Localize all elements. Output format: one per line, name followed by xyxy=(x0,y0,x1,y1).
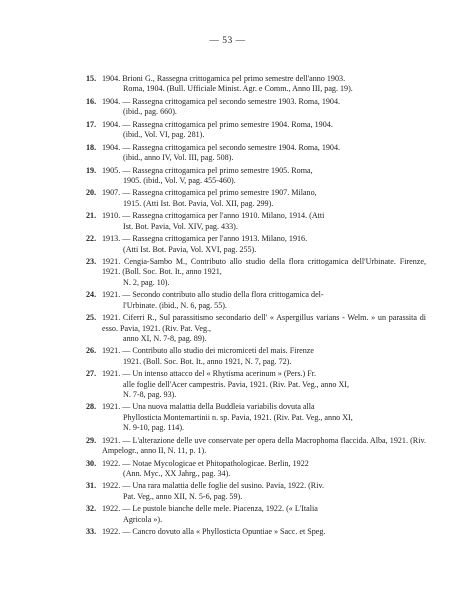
bibliography-entry xyxy=(86,234,426,255)
entry-text xyxy=(102,120,426,141)
entry-number: 24. xyxy=(86,290,97,300)
entry-line: l'Urbinate. (ibid., N. 6, pag. 55). xyxy=(123,300,227,310)
entry-text xyxy=(102,143,426,164)
entry-line: 1904. Brioni G., Rassegna crittogamica pel primo semestre dell'anno 1903. xyxy=(102,74,346,83)
entry-number: 28. xyxy=(86,402,97,412)
bibliography-entry xyxy=(86,143,426,164)
entry-number: 25. xyxy=(86,313,97,323)
entry-line: 1904. — Rassegna crittogamica pel secondo semestre 1904. Roma, 1904. xyxy=(102,142,341,152)
bibliography-entry xyxy=(86,211,426,232)
entry-text xyxy=(102,188,426,209)
entry-line: 1921. Cengia-Sambo M., Contributo allo studio della flora crittogamica dell'Urbinate. Firenze, 1921. (Boll. Soc. Bot. It., anno 1921, xyxy=(102,257,426,277)
entry-number: 27. xyxy=(86,369,97,379)
entry-text xyxy=(102,97,426,118)
entry-text xyxy=(102,504,426,525)
entry-line: (Atti Ist. Bot. Pavia, Vol. XVI, pag. 255). xyxy=(123,244,257,254)
page-number: — 53 — xyxy=(209,36,246,46)
entry-number: 30. xyxy=(86,458,97,468)
bibliography-entry xyxy=(86,290,426,311)
entry-text xyxy=(102,257,426,288)
entry-line: Pat. Veg., anno XII, N. 5-6, pag. 59). xyxy=(123,491,243,501)
entry-text xyxy=(102,313,426,344)
bibliography-entry xyxy=(86,346,426,367)
bibliography-entry xyxy=(86,120,426,141)
entry-line: N. 2, pag. 10). xyxy=(123,277,170,287)
entry-number: 21. xyxy=(86,211,97,221)
bibliography-entry xyxy=(86,188,426,209)
entry-number: 26. xyxy=(86,346,97,356)
entry-number: 23. xyxy=(86,257,97,267)
entry-number: 20. xyxy=(86,188,97,198)
entry-text xyxy=(102,166,426,187)
entry-line: (ibid., anno IV, Vol. III, pag. 508). xyxy=(123,152,234,162)
entry-line: 1922. — Notae Mycologicae et Phitopathologicae. Berlin, 1922 xyxy=(102,458,309,468)
entry-text xyxy=(102,74,426,95)
bibliography-entry xyxy=(86,527,426,537)
entry-line: N. 9-10, pag. 114). xyxy=(123,423,185,433)
entry-line: 1905. — Rassegna crittogamica pel primo semestre 1905. Roma, xyxy=(102,165,313,175)
entry-line: 1921. — Contributo allo studio dei micromiceti del mais. Firenze xyxy=(102,346,314,356)
entry-text xyxy=(102,459,426,480)
entry-text xyxy=(102,234,426,255)
entry-text xyxy=(102,346,426,367)
bibliography-entry xyxy=(86,97,426,118)
bibliography-entry xyxy=(86,436,426,457)
entry-number: 18. xyxy=(86,142,97,152)
entry-line: 1913. — Rassegna crittogamica per l'anno 1913. Milano, 1916. xyxy=(102,234,308,244)
entry-line: 1915. (Atti Ist. Bot. Pavia, Vol. XII, pag. 299). xyxy=(123,198,274,208)
bibliography-list xyxy=(86,74,426,540)
entry-text xyxy=(102,369,426,400)
entry-line: Phyllosticta Montemartinii n. sp. Pavia, 1921. (Riv. Pat. Veg., anno XI, xyxy=(123,412,353,422)
entry-number: 32. xyxy=(86,504,97,514)
entry-line: (ibid., Vol. VI, pag. 281). xyxy=(123,130,205,140)
entry-line: 1921. — Una nuova malattia della Buddleia variabilis dovuta alla xyxy=(102,402,315,412)
entry-line: 1910. — Rassegna crittogamica per l'anno 1910. Milano, 1914. (Atti xyxy=(102,211,325,221)
entry-line: N. 7-8, pag. 93). xyxy=(123,389,177,399)
entry-line: 1904. — Rassegna crittogamica pel secondo semestre 1903. Roma, 1904. xyxy=(102,96,341,106)
entry-text xyxy=(102,527,426,537)
entry-number: 22. xyxy=(86,234,97,244)
entry-number: 15. xyxy=(86,74,97,83)
bibliography-entry xyxy=(86,74,426,95)
entry-line: 1922. — Le pustole bianche delle mele. Piacenza, 1922. (« L'Italia xyxy=(102,504,318,514)
entry-line: 1921. — Un intenso attacco del « Rhytisma acerinum » (Pers.) Fr. xyxy=(102,369,316,379)
bibliography-entry xyxy=(86,257,426,288)
entry-line: 1921. — L'alterazione delle uve conservate per opera della Macrophoma flaccida. Alba, 1921. (Riv. Ampelogr., anno II, N. 11, p. 1). xyxy=(102,435,426,455)
entry-line: Roma, 1904. (Bull. Ufficiale Minist. Agr. e Comm., Anno III, pag. 19). xyxy=(123,84,353,94)
bibliography-entry xyxy=(86,166,426,187)
entry-line: anno XI, N. 7-8, pag. 89). xyxy=(123,333,207,343)
entry-text xyxy=(102,436,426,457)
entry-text xyxy=(102,481,426,502)
entry-number: 33. xyxy=(86,527,97,537)
bibliography-entry xyxy=(86,402,426,433)
entry-line: 1921. (Boll. Soc. Bot. It., anno 1921, N. 7, pag. 72). xyxy=(123,356,292,366)
entry-line: (Ann. Myc., XX Jahrg., pag. 34). xyxy=(123,468,231,478)
entry-line: 1921. — Secondo contributo allo studio della flora crittogamica del- xyxy=(102,290,324,300)
bibliography-entry xyxy=(86,481,426,502)
entry-number: 19. xyxy=(86,165,97,175)
entry-line: Ist. Bot. Pavia, Vol. XIV, pag. 433). xyxy=(123,221,238,231)
entry-line: 1907. — Rassegna crittogamica pel primo semestre 1907. Milano, xyxy=(102,188,317,198)
bibliography-entry xyxy=(86,504,426,525)
bibliography-entry xyxy=(86,459,426,480)
entry-number: 29. xyxy=(86,435,97,445)
entry-number: 31. xyxy=(86,481,97,491)
bibliography-entry xyxy=(86,313,426,344)
entry-line: alle foglie dell'Acer campestris. Pavia, 1921. (Riv. Pat. Veg., anno XI, xyxy=(123,379,350,389)
entry-line: Agricola »). xyxy=(123,514,163,524)
entry-text xyxy=(102,211,426,232)
entry-line: 1922. — Una rara malattia delle foglie del susino. Pavia, 1922. (Riv. xyxy=(102,481,325,491)
bibliography-entry xyxy=(86,369,426,400)
entry-line: (ibid., pag. 660). xyxy=(123,107,177,117)
entry-text xyxy=(102,290,426,311)
entry-number: 17. xyxy=(86,119,97,129)
entry-text xyxy=(102,402,426,433)
entry-line: 1922. — Cancro dovuto alla « Phyllosticta Opuntiae » Sacc. et Speg. xyxy=(102,527,326,537)
entry-line: 1921. Ciferri R., Sul parassitismo secondario dell' « Aspergillus varians - Welm. » un parassita di esso. Pavia, 1921. (Riv. Pat. Veg., xyxy=(102,313,426,333)
entry-line: 1904. — Rassegna crittogamica pel primo semestre 1904. Roma, 1904. xyxy=(102,119,333,129)
entry-number: 16. xyxy=(86,96,97,106)
entry-line: 1905. (ibid., Vol. V, pag. 455-460). xyxy=(123,175,236,185)
